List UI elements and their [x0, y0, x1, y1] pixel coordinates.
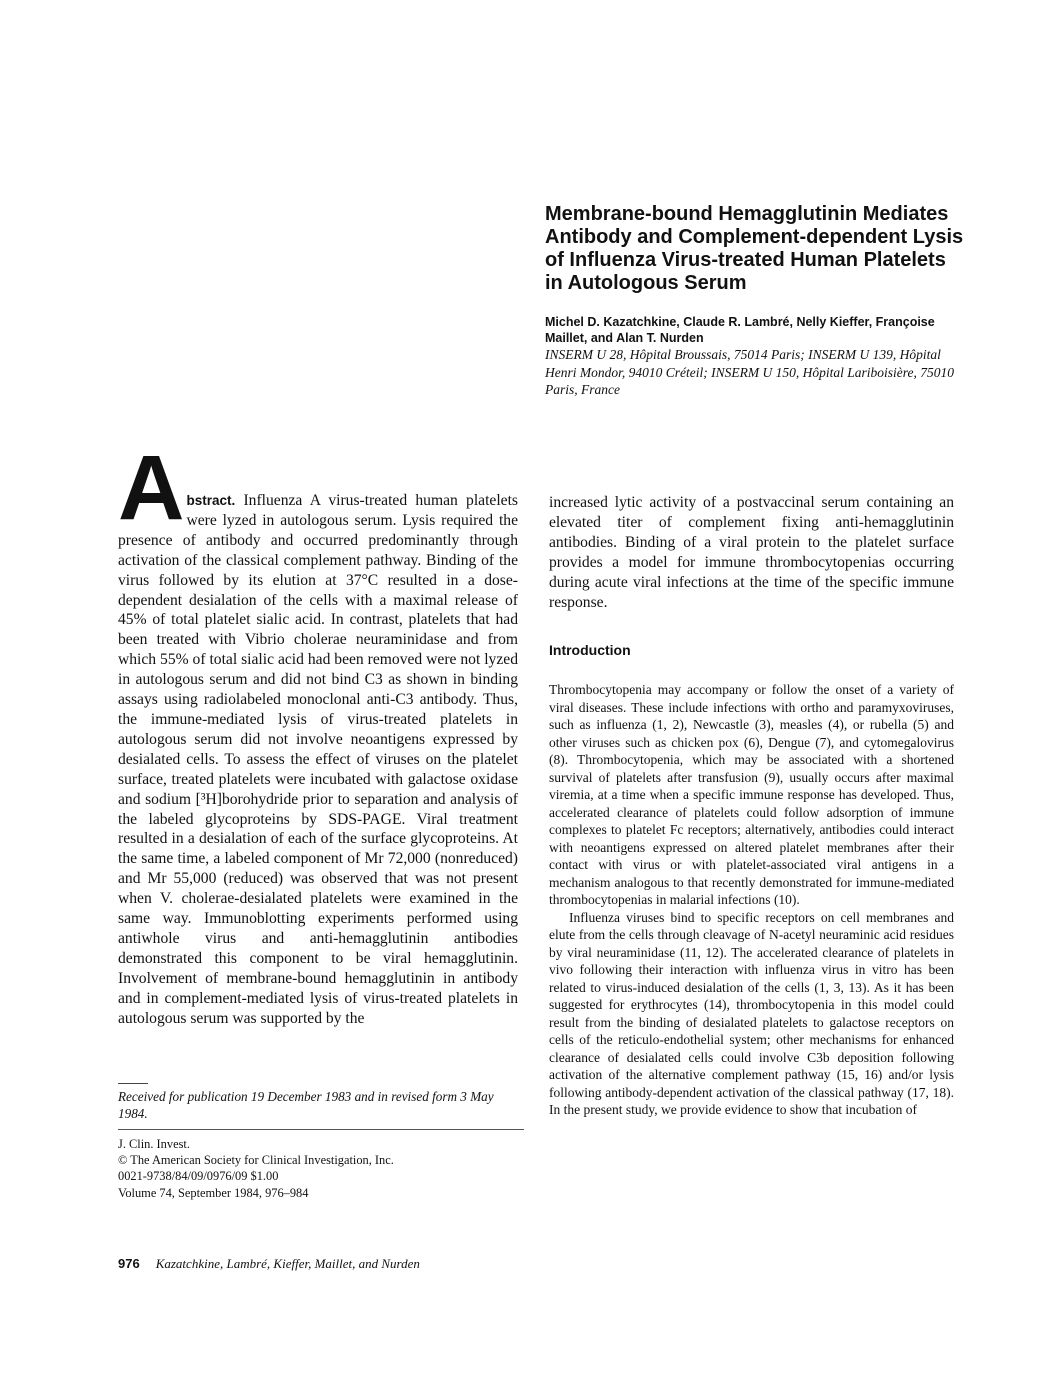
article-title: Membrane-bound Hemagglutinin Mediates Antibody and Complement-dependent Lysis of Influenza Virus-treated Human Platelets in Autologous Serum [545, 203, 964, 294]
left-column [118, 437, 518, 1028]
page-number: 976 [118, 1256, 140, 1271]
affiliations: INSERM U 28, Hôpital Broussais, 75014 Paris; INSERM U 139, Hôpital Henri Mondor, 94010 Créteil; INSERM U 150, Hôpital Lariboisière, 75010 Paris, France [545, 347, 954, 397]
received-note: Received for publication 19 December 1983 and in revised form 3 May 1984. [118, 1089, 494, 1121]
abstract-paragraph [118, 437, 518, 1028]
volume-line: Volume 74, September 1984, 976–984 [118, 1185, 309, 1200]
author-list: Michel D. Kazatchkine, Claude R. Lambré, Nelly Kieffer, Françoise Maillet, and Alan T. Nurden [545, 315, 935, 345]
introduction-heading: Introduction [549, 642, 631, 659]
abstract-heading: bstract. [186, 493, 236, 508]
abstract-dropcap: A [118, 437, 185, 539]
footnote-rule-short [118, 1083, 148, 1084]
right-column [549, 493, 954, 1119]
copyright-line: © The American Society for Clinical Investigation, Inc. [118, 1153, 394, 1168]
title-block [545, 203, 965, 399]
introduction-paragraph-2: Influenza viruses bind to specific receptors on cell membranes and elute from the cells through cleavage of N-acetyl neuraminic acid residues by viral neuraminidase (11, 12). The accelerated clearance of platelets in vivo following their interaction with influenza virus in vitro has been related to virus-induced desialation of the cells (1, 3, 13). As it has been suggested for erythrocytes (14), thrombocytopenia in this model could result from the binding of desialated platelets to galactose receptors on cells of the reticulo-endothelial system; other mechanisms for enhanced clearance of desialated cells could involve C3b deposition following activation of the alternative complement pathway (15, 16) and/or lysis following antibody-dependent activation of the classical pathway (17, 18). In the present study, we provide evidence to show that incubation of [549, 909, 954, 1118]
introduction-paragraph-1: Thrombocytopenia may accompany or follow the onset of a variety of viral diseases. These include infections with ortho and paramyxoviruses, such as influenza (1, 2), Newcastle (3), measles (4), or rubella (5) and other viruses such as chicken pox (6), Dengue (7), and cytomegalovirus (8). Thrombocytopenia, which may be associated with a shortened survival of platelets after transfusion (9), usually occurs after maximal viremia, at a time when a specific immune response has developed. Thus, accelerated clearance of platelets could follow adsorption of immune complexes to platelet Fc receptors; alternatively, antibodies could interact with neoantigens expressed on altered platelet membranes after their contact with virus or with platelet-associated viral antigens in a mechanism analogous to that recently demonstrated for immune-mediated thrombocytopenias in malarial infections (10). [549, 682, 954, 908]
footnote-rule [118, 1129, 524, 1130]
abstract-text: Influenza A virus-treated human platelets were lyzed in autologous serum. Lysis required the presence of antibody and occurred predominantly through activation of the classical complement pathway. Binding of the virus followed by its elution at 37°C resulted in a dose-dependent desialation of the cells with a maximal release of 45% of total platelet sialic acid. In contrast, platelets that had been treated with Vibrio cholerae neuraminidase and from which 55% of total sialic acid had been removed were not lyzed in autologous serum and did not bind C3 as shown in binding assays using radiolabeled monoclonal anti-C3 antibody. Thus, the immune-mediated lysis of virus-treated platelets in autologous serum did not involve neoantigens expressed by desialated cells. To assess the effect of viruses on the platelet surface, treated platelets were incubated with galactose oxidase and sodium [³H]borohydride prior to separation and analysis of the labeled glycoproteins by SDS-PAGE. Viral treatment resulted in a desialation of each of the surface glycoproteins. At the same time, a labeled component of Mr 72,000 (nonreduced) and Mr 55,000 (reduced) was observed that was not present when V. cholerae-desialated platelets were examined in the same way. Immunoblotting experiments performed using antiwhole virus and anti-hemagglutinin antibodies demonstrated this component to be viral hemagglutinin. Involvement of membrane-bound hemagglutinin in antibody and in complement-mediated lysis of virus-treated platelets in autologous serum was supported by the [118, 492, 518, 1027]
article-code: 0021-9738/84/09/0976/09 $1.00 [118, 1169, 279, 1184]
journal-name: J. Clin. Invest. [118, 1137, 190, 1151]
abstract-continued: increased lytic activity of a postvaccinal serum containing an elevated titer of complement fixing anti-hemagglutinin antibodies. Binding of a viral protein to the platelet surface provides a model for immune thrombocytopenias occurring during acute viral infections at the time of the specific immune response. [549, 494, 954, 611]
page-footer [118, 1256, 420, 1272]
running-authors: Kazatchkine, Lambré, Kieffer, Maillet, and Nurden [155, 1256, 420, 1271]
journal-info [118, 1136, 524, 1201]
